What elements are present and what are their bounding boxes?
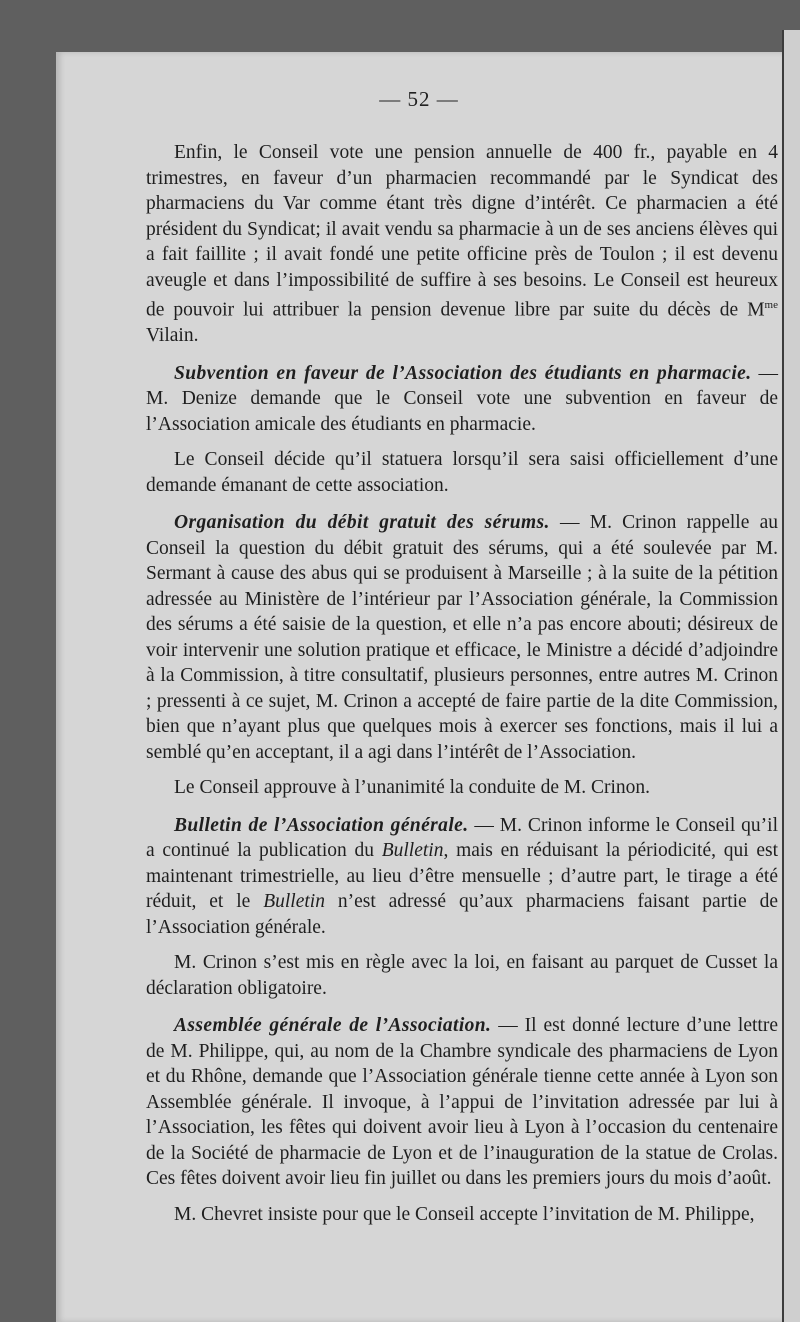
paragraph-pension (146, 140, 778, 349)
bulletin-text-c: n’est adressé qu’aux pharmaciens faisant partie de l’Association générale. (146, 891, 778, 938)
section-bulletin (146, 813, 778, 941)
serums-text: — M. Crinon rappelle au Conseil la question du débit gratuit des sérums, qui a été soulevée par M. Sermant à cause des abus qui se produisent à Marseille ; à la suite de la pétition adressée au Ministère de l’intérieur par l’Association générale, la Commission des sérums a été saisie de la question, et elle n’a pas encore abouti; désireux de voir intervenir une solution pratique et efficace, le Ministre a décidé d’adjoindre à la Commission, à titre consultatif, plusieurs personnes, entre autres M. Crinon ; pressenti à ce sujet, M. Crinon a accepté de faire partie de la dite Commission, bien que n’ayant plus que quelques mois à exercer ses fonctions, mais il lui a semblé qu’en acceptant, il a agi dans l’intérêt de l’Association. (146, 512, 778, 763)
paragraph-chevret: M. Chevret insiste pour que le Conseil accepte l’invitation de M. Philippe, (174, 1203, 755, 1225)
section-assemblee (146, 1013, 778, 1192)
section-serums (146, 510, 778, 765)
assemblee-text: — Il est donné lecture d’une lettre de M. Philippe, qui, au nom de la Chambre syndicale des pharmaciens de Lyon et du Rhône, demande que l’Association générale tienne cette année à Lyon son Assemblée générale. Il invoque, à l’appui de l’invitation adressée par lui à l’Association, les fêtes qui doivent avoir lieu à Lyon à l’occasion du centenaire de la Société de pharmacie de Lyon et de l’inauguration de la statue de Crolas. Ces fêtes doivent avoir lieu fin juillet ou dans les premiers jours du mois d’août. (146, 1015, 778, 1189)
pension-text: Enfin, le Conseil vote une pension annuelle de 400 fr., payable en 4 trimestres, en faveur d’un pharmacien recommandé par le Syndicat des pharmaciens du Var comme étant très digne d’intérêt. Ce pharmacien a été président du Syndicat; il avait vendu sa pharmacie à un de ses anciens élèves qui a fait faillite ; il avait fondé une petite officine près de Toulon ; il est devenu aveugle et dans l’impossibilité de suffire à ses besoins. Le Conseil est heureux de pouvoir lui attribuer la pension devenue libre par suite du décès de M (146, 142, 778, 321)
bulletin-text-b: , mais en réduisant la périodicité, qui est maintenant trimestrielle, au lieu d’être mensuelle ; d’autre part, le tirage a été réduit, et le (146, 840, 779, 912)
subvention-text: — M. Denize demande que le Conseil vote une subvention en faveur de l’Association amicale des étudiants en pharmacie. (146, 362, 778, 435)
heading-assemblee: Assemblée générale de l’Association. (174, 1015, 492, 1036)
pension-text-end: Vilain. (146, 325, 199, 346)
section-subvention (146, 361, 778, 438)
paragraph-approval: Le Conseil approuve à l’unanimité la conduite de M. Crinon. (174, 777, 651, 798)
page-number: — 52 — (379, 87, 459, 111)
bulletin-title-1: Bulletin (381, 840, 444, 861)
adjacent-page-edge (782, 30, 800, 1322)
bulletin-text-a: — M. Crinon informe le Conseil qu’il a continué la publication du (146, 814, 778, 861)
heading-bulletin: Bulletin de l’Association générale. (174, 814, 469, 836)
page-body (146, 140, 778, 1237)
paragraph-decision: Le Conseil décide qu’il statuera lorsqu’il sera saisi officiellement d’une demande émanant de cette association. (146, 449, 778, 496)
heading-subvention: Subvention en faveur de l’Association des étudiants en pharmacie. (174, 362, 752, 384)
paragraph-cusset: M. Crinon s’est mis en règle avec la loi, en faisant au parquet de Cusset la déclaration obligatoire. (146, 952, 778, 999)
bulletin-title-2: Bulletin (263, 891, 325, 912)
book-page (56, 52, 782, 1322)
heading-serums: Organisation du débit gratuit des sérums. (174, 512, 550, 533)
madame-superscript: me (764, 299, 778, 311)
